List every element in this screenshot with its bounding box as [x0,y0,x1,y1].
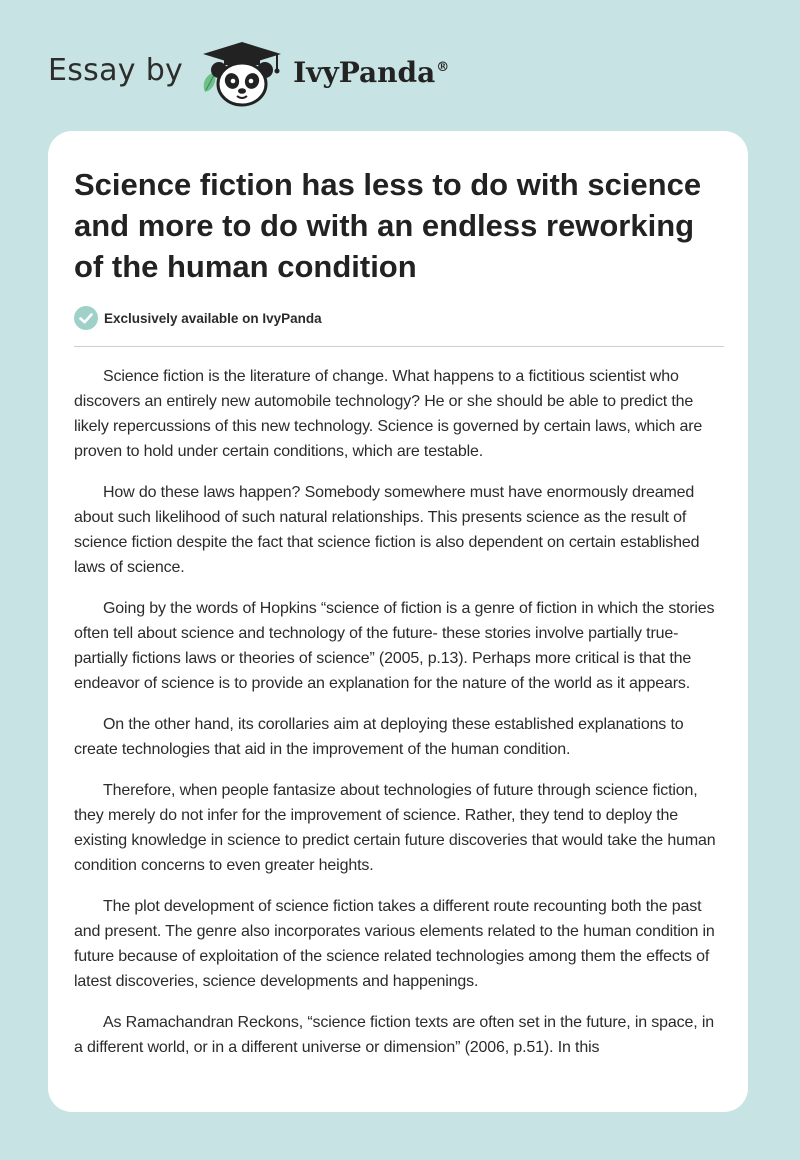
paragraph: Therefore, when people fantasize about technologies of future through science fiction, they merely do not infer for the improvement of science. Rather, they tend to deploy the existing knowledge in science to predict certain future discoveries that would take the human condition concerns to even greater heights. [74,782,716,874]
divider [74,346,724,347]
exclusive-badge-label: Exclusively available on IvyPanda [104,310,322,326]
paragraph: As Ramachandran Reckons, “science fiction texts are often set in the future, in space, in a different world, or in a different universe or dimension” (2006, p.51). In this [74,1014,714,1056]
paragraph: Going by the words of Hopkins “science of fiction is a genre of fiction in which the stories often tell about science and technology of the future- these stories involve partially true-partially fictions laws or theories of science” (2005, p.13). Perhaps more critical is that the endeavor of science is to provide an explanation for the nature of the world as it appears. [74,600,715,692]
paragraph: The plot development of science fiction takes a different route recounting both the past and present. The genre also incorporates various elements related to the human condition in future because of exploitation of the science related technologies among them the effects of latest discoveries, science developments and happenings. [74,898,715,990]
check-circle-icon [74,306,98,330]
site-logo[interactable] [48,38,449,108]
essay-body [74,364,724,1076]
exclusive-badge [74,306,322,330]
paragraph: Science fiction is the literature of change. What happens to a fictitious scientist who discovers an entirely new automobile technology? He or she should be able to predict the likely repercussions of this new technology. Science is governed by certain laws, which are proven to hold under certain conditions, which are testable. [74,368,703,460]
brand-name: IvyPanda® [293,55,450,89]
brand-prefix: Essay by [48,52,184,88]
essay-card [48,131,748,1112]
panda-graduate-icon [197,38,287,108]
paragraph: On the other hand, its corollaries aim at deploying these established explanations to create technologies that aid in the improvement of the human condition. [74,716,684,758]
essay-title: Science fiction has less to do with science and more to do with an endless reworking of the human condition [74,167,702,284]
registered-mark: ® [436,60,450,76]
paragraph: How do these laws happen? Somebody somewhere must have enormously dreamed about such likelihood of such natural relationships. This presents science as the result of science fiction despite the fact that science fiction is also dependent on certain established laws of science. [74,484,700,576]
